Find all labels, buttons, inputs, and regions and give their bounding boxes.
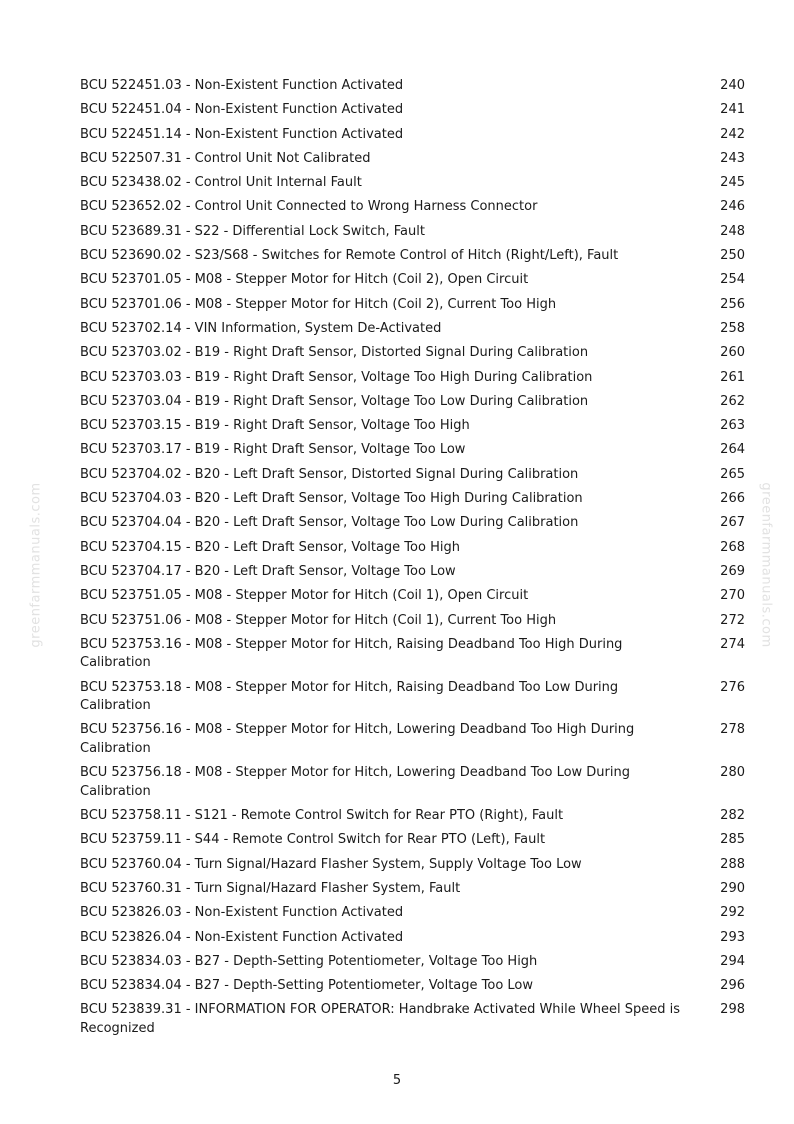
toc-entry-title: BCU 523704.04 - B20 - Left Draft Sensor, Voltage Too Low During Calibration [80, 515, 579, 531]
toc-entry-title: BCU 522451.03 - Non-Existent Function Activated [80, 78, 404, 93]
toc-entry[interactable] [80, 880, 745, 904]
toc-entry[interactable] [80, 441, 745, 465]
toc-entry-page: 243 [720, 150, 745, 166]
toc-entry[interactable] [80, 721, 745, 764]
toc-entry[interactable] [80, 1001, 745, 1044]
toc-entry-title: BCU 523703.03 - B19 - Right Draft Sensor, Voltage Too High During Calibration [80, 369, 593, 385]
toc-entry-title: BCU 523756.18 - M08 - Stepper Motor for Hitch, Lowering Deadband Too Low During Calibration [80, 765, 630, 799]
toc-entry-title: BCU 523756.16 - M08 - Stepper Motor for Hitch, Lowering Deadband Too High During Calibration [80, 722, 635, 756]
toc-entry-page: 294 [720, 953, 745, 969]
toc-entry[interactable] [80, 831, 745, 855]
toc-entry-title: BCU 523704.03 - B20 - Left Draft Sensor, Voltage Too High During Calibration [80, 491, 583, 507]
toc-entry-page: 263 [720, 418, 745, 434]
toc-entry-title: BCU 523753.16 - M08 - Stepper Motor for Hitch, Raising Deadband Too High During Calibration [80, 636, 623, 671]
toc-entry[interactable] [80, 417, 745, 441]
toc-entry[interactable] [80, 764, 745, 807]
toc-entry[interactable] [80, 320, 745, 344]
toc-entry[interactable] [80, 587, 745, 611]
toc-entry-title: BCU 523758.11 - S121 - Remote Control Switch for Rear PTO (Right), Fault [80, 808, 564, 824]
toc-entry-title: BCU 523438.02 - Control Unit Internal Fault [80, 175, 362, 191]
toc-entry-title: BCU 523760.31 - Turn Signal/Hazard Flasher System, Fault [80, 880, 461, 896]
toc-entry-title: BCU 523703.15 - B19 - Right Draft Sensor, Voltage Too High [80, 418, 470, 434]
toc-entry-page: 269 [720, 563, 745, 579]
toc-entry-page: 254 [720, 272, 745, 288]
toc-entry-page: 292 [720, 905, 745, 921]
toc-entry-title: BCU 523760.04 - Turn Signal/Hazard Flasher System, Supply Voltage Too Low [80, 856, 582, 872]
page-number: 5 [392, 1073, 402, 1088]
toc-entry-title: BCU 523652.02 - Control Unit Connected to Wrong Harness Connector [80, 199, 538, 215]
toc-entry-title: BCU 523839.31 - INFORMATION FOR OPERATOR: Handbrake Activated While Wheel Speed is Recognized [80, 1002, 681, 1036]
toc-entry[interactable] [80, 296, 745, 320]
toc-entry[interactable] [80, 393, 745, 417]
toc-entry-title: BCU 523704.17 - B20 - Left Draft Sensor, Voltage Too Low [80, 563, 456, 579]
toc-entry-title: BCU 523759.11 - S44 - Remote Control Switch for Rear PTO (Left), Fault [80, 832, 546, 848]
toc-entry[interactable] [80, 126, 745, 150]
toc-entry[interactable] [80, 807, 745, 831]
toc-entry-page: 267 [720, 515, 745, 531]
table-of-contents [80, 77, 745, 1044]
toc-entry[interactable] [80, 150, 745, 174]
toc-entry-page: 262 [720, 393, 745, 409]
toc-entry-page: 242 [720, 126, 745, 142]
toc-entry-title: BCU 523701.06 - M08 - Stepper Motor for Hitch (Coil 2), Current Too High [80, 296, 557, 312]
toc-entry[interactable] [80, 223, 745, 247]
toc-entry-title: BCU 523690.02 - S23/S68 - Switches for Remote Control of Hitch (Right/Left), Fault [80, 248, 619, 264]
toc-entry-page: 266 [720, 491, 745, 507]
toc-entry-title: BCU 523689.31 - S22 - Differential Lock Switch, Fault [80, 223, 425, 239]
toc-entry-title: BCU 523704.02 - B20 - Left Draft Sensor, Distorted Signal During Calibration [80, 466, 579, 482]
toc-entry[interactable] [80, 101, 745, 125]
toc-entry-title: BCU 523826.04 - Non-Existent Function Activated [80, 929, 404, 945]
toc-entry-title: BCU 523826.03 - Non-Existent Function Activated [80, 905, 404, 921]
watermark-right: greenfarmmanuals.com [758, 482, 774, 648]
toc-entry-title: BCU 523834.04 - B27 - Depth-Setting Potentiometer, Voltage Too Low [80, 978, 534, 994]
toc-entry-page: 241 [720, 102, 745, 118]
toc-entry-page: 280 [720, 765, 745, 781]
toc-entry-page: 246 [720, 199, 745, 215]
toc-entry-title: BCU 523701.05 - M08 - Stepper Motor for Hitch (Coil 2), Open Circuit [80, 272, 529, 288]
toc-entry-page: 293 [720, 929, 745, 945]
toc-entry[interactable] [80, 612, 745, 636]
toc-entry-page: 245 [720, 175, 745, 191]
toc-entry[interactable] [80, 369, 745, 393]
toc-entry-title: BCU 523703.02 - B19 - Right Draft Sensor, Distorted Signal During Calibration [80, 345, 589, 361]
toc-entry[interactable] [80, 904, 745, 928]
toc-entry[interactable] [80, 514, 745, 538]
toc-entry-title: BCU 523703.17 - B19 - Right Draft Sensor, Voltage Too Low [80, 442, 466, 458]
toc-entry[interactable] [80, 679, 745, 722]
toc-entry[interactable] [80, 77, 745, 101]
toc-entry-title: BCU 522507.31 - Control Unit Not Calibrated [80, 150, 371, 166]
toc-entry-page: 261 [720, 369, 745, 385]
toc-entry[interactable] [80, 344, 745, 368]
toc-entry-title: BCU 523751.05 - M08 - Stepper Motor for Hitch (Coil 1), Open Circuit [80, 588, 529, 604]
toc-entry[interactable] [80, 977, 745, 1001]
toc-entry[interactable] [80, 563, 745, 587]
toc-entry-page: 250 [720, 248, 745, 264]
toc-entry-page: 264 [720, 442, 745, 458]
toc-entry-title: BCU 523704.15 - B20 - Left Draft Sensor, Voltage Too High [80, 539, 460, 555]
toc-entry-page: 274 [720, 636, 745, 652]
toc-entry-page: 285 [720, 832, 745, 848]
toc-entry-title: BCU 523751.06 - M08 - Stepper Motor for Hitch (Coil 1), Current Too High [80, 612, 557, 628]
toc-entry-page: 278 [720, 722, 745, 738]
toc-entry[interactable] [80, 247, 745, 271]
toc-entry-title: BCU 522451.04 - Non-Existent Function Activated [80, 102, 404, 118]
toc-entry-title: BCU 522451.14 - Non-Existent Function Activated [80, 126, 404, 142]
toc-entry-page: 298 [720, 1002, 745, 1018]
toc-entry[interactable] [80, 271, 745, 295]
toc-entry[interactable] [80, 198, 745, 222]
toc-entry-page: 276 [720, 679, 745, 695]
toc-entry-page: 282 [720, 808, 745, 824]
toc-entry-title: BCU 523834.03 - B27 - Depth-Setting Potentiometer, Voltage Too High [80, 953, 538, 969]
toc-entry-page: 248 [720, 223, 745, 239]
toc-entry-page: 256 [720, 296, 745, 312]
toc-entry-page: 258 [720, 320, 745, 336]
toc-entry[interactable] [80, 539, 745, 563]
toc-entry[interactable] [80, 466, 745, 490]
toc-entry[interactable] [80, 490, 745, 514]
toc-entry-page: 268 [720, 539, 745, 555]
toc-entry[interactable] [80, 174, 745, 198]
toc-entry-title: BCU 523703.04 - B19 - Right Draft Sensor, Voltage Too Low During Calibration [80, 393, 589, 409]
toc-entry-page: 260 [720, 345, 745, 361]
toc-entry[interactable] [80, 953, 745, 977]
toc-entry-page: 265 [720, 466, 745, 482]
toc-entry-page: 290 [720, 880, 745, 896]
toc-entry-title: BCU 523753.18 - M08 - Stepper Motor for Hitch, Raising Deadband Too Low During Calibration [80, 679, 619, 714]
toc-entry-page: 296 [720, 978, 745, 994]
toc-entry[interactable] [80, 929, 745, 953]
toc-entry-page: 272 [720, 612, 745, 628]
toc-entry-title: BCU 523702.14 - VIN Information, System De-Activated [80, 320, 442, 336]
toc-entry[interactable] [80, 856, 745, 880]
watermark-left: greenfarmmanuals.com [28, 482, 44, 648]
toc-entry[interactable] [80, 636, 745, 679]
toc-entry-page: 288 [720, 856, 745, 872]
toc-entry-page: 240 [720, 78, 745, 93]
toc-entry-page: 270 [720, 588, 745, 604]
